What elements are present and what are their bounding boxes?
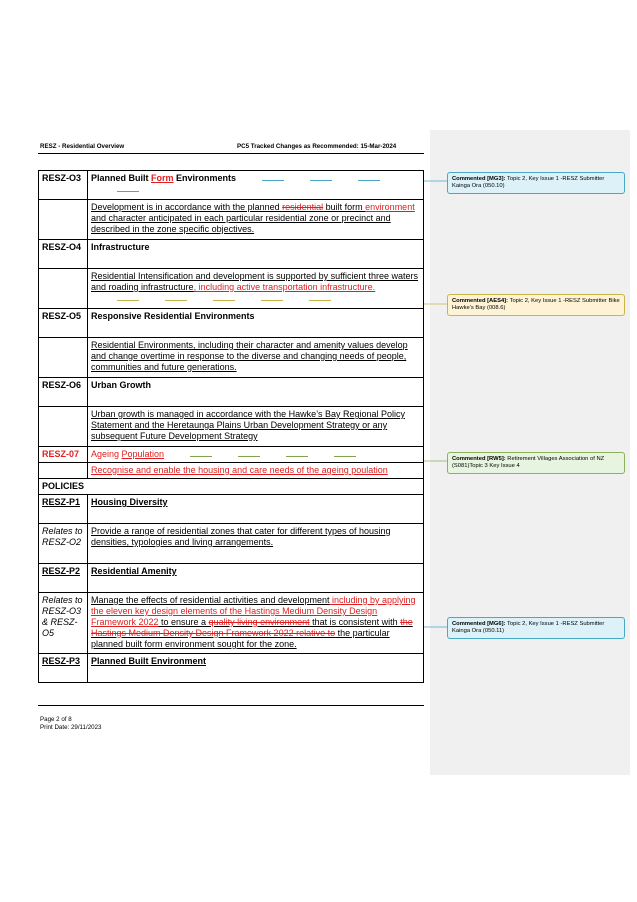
objective-code: RESZ-O5 (39, 309, 88, 338)
page-number: Page 2 of 8 (40, 716, 72, 723)
objective-text: Residential Intensification and development is supported by sufficient three waters and roading infrastructure, including active transportation infrastructure. (88, 269, 424, 309)
policy-relates: Relates to RESZ-O2 (39, 524, 88, 564)
objective-title: Urban Growth (88, 378, 424, 407)
objective-title: Ageing Population (88, 447, 424, 463)
policy-code: RESZ-P1 (39, 495, 88, 524)
objective-text: Urban growth is managed in accordance with the Hawke’s Bay Regional Policy Statement and the Heretaunga Plains Urban Development Strategy or any subsequent Future Development Strategy (88, 407, 424, 447)
objective-code: RESZ-O3 (39, 171, 88, 200)
policy-code: RESZ-P3 (39, 654, 88, 683)
comment-balloon[interactable]: Commented [MG6]: Topic 2, Key Issue 1 -RESZ Submitter Kainga Ora (050.11) (447, 617, 625, 639)
policy-title: Residential Amenity (88, 564, 424, 593)
section-heading: POLICIES (39, 479, 424, 495)
objective-code: RESZ-O6 (39, 378, 88, 407)
policy-title: Planned Built Environment (88, 654, 424, 683)
objective-title: Infrastructure (88, 240, 424, 269)
objective-code: RESZ-O4 (39, 240, 88, 269)
header-right: PC5 Tracked Changes as Recommended: 15-Mar-2024 (237, 143, 397, 150)
print-date: Print Date: 29/11/2023 (40, 724, 102, 731)
policy-code: RESZ-P2 (39, 564, 88, 593)
objective-title: Responsive Residential Environments (88, 309, 424, 338)
policy-relates: Relates to RESZ-O3 & RESZ-O5 (39, 593, 88, 654)
comment-balloon[interactable]: Commented [MG3]: Topic 2, Key Issue 1 -RESZ Submitter Kainga Ora (050.10) (447, 172, 625, 194)
objective-text: Development is in accordance with the planned residential built form environment and character anticipated in each particular residential zone or precinct and described in the zone specific objectives. (88, 200, 424, 240)
policy-text: Provide a range of residential zones that cater for different types of housing densities, typologies and living arrangements. (88, 524, 424, 564)
objective-text: Recognise and enable the housing and care needs of the ageing poulation (88, 463, 424, 479)
objective-title: Planned Built Form Environments (88, 171, 424, 200)
objective-text: Residential Environments, including their character and amenity values develop and change overtime in response to the diverse and changing needs of people, communities and future generations. (88, 338, 424, 378)
comment-balloon[interactable]: Commented [RW5]: Retirement Villages Association of NZ (S081)Topic 3 Key Issue 4 (447, 452, 625, 474)
header-left: RESZ - Residential Overview (40, 143, 125, 150)
policy-title: Housing Diversity (88, 495, 424, 524)
comment-balloon[interactable]: Commented [AES4]: Topic 2, Key Issue 1 -RESZ Submitter Bike Hawke’s Bay (008.6) (447, 294, 625, 316)
policy-text: Manage the effects of residential activities and development including by applying the eleven key design elements of the Hastings Medium Density Design Framework 2022 to ensure a quality living environment that is consistent with the Hastings Medium Density Design Framework 2022 relative to the particular planned built form environment sought for the zone. (88, 593, 424, 654)
objective-code: RESZ-07 (39, 447, 88, 463)
